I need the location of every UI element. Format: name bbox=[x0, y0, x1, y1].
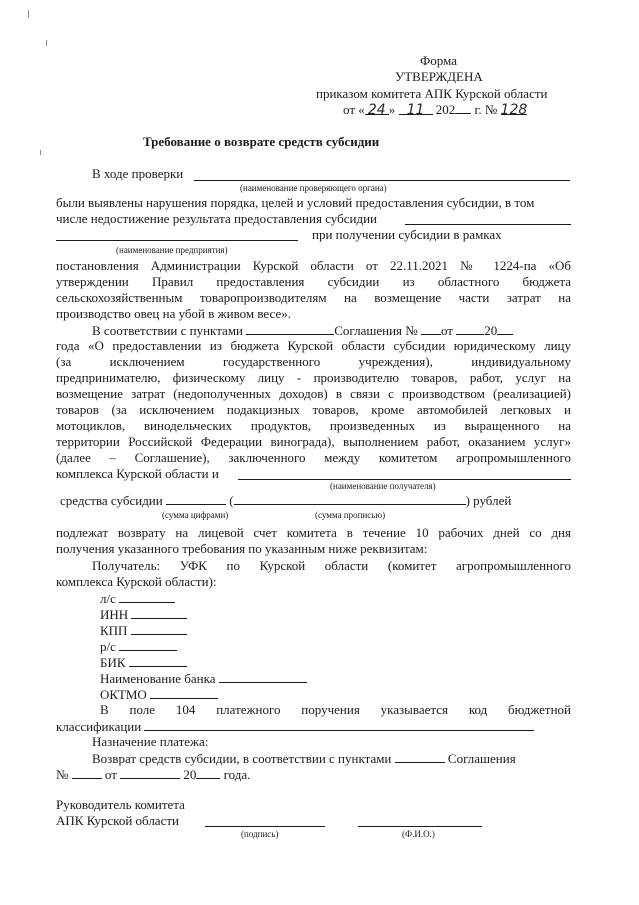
caption-amount-digits: (сумма цифрами) bbox=[162, 510, 229, 520]
funds-text: средства субсидии bbox=[60, 493, 163, 508]
header-number-field bbox=[500, 102, 528, 118]
header-day-field bbox=[365, 102, 389, 118]
agreement-no-blank bbox=[421, 322, 441, 335]
agreement-year-prefix: 20 bbox=[484, 323, 498, 338]
agreement-points-text: В соответствии с пунктами bbox=[92, 323, 243, 338]
amount-open-paren: ( bbox=[229, 493, 234, 508]
requisite-inn-label: ИНН bbox=[100, 607, 129, 622]
agreement-date-blank bbox=[456, 322, 484, 335]
amount-digits-blank bbox=[166, 492, 226, 505]
refund-date-blank bbox=[120, 766, 180, 779]
inspecting-organ-line bbox=[194, 180, 570, 181]
header-month: 11 bbox=[406, 102, 425, 118]
inspection-lead: В ходе проверки bbox=[92, 166, 184, 181]
scan-margin-mark bbox=[46, 40, 47, 46]
classification-label: классификации bbox=[56, 719, 142, 734]
caption-fio: (Ф.И.О.) bbox=[402, 829, 435, 839]
requisite-bank-label: Наименование банка bbox=[100, 671, 216, 686]
caption-recipient: (наименование получателя) bbox=[330, 481, 436, 491]
refund-line-1: подлежат возврату на лицевой счет комитета в течение 10 рабочих дней со дня bbox=[56, 525, 571, 540]
header-from: от « bbox=[343, 102, 365, 117]
requisite-bank-blank bbox=[219, 670, 307, 683]
agreement-line-8: (далее – Соглашение), заключенного между комитетом агропромышленного bbox=[56, 450, 571, 465]
recipient-name-blank bbox=[238, 479, 571, 480]
agreement-no-text: Соглашения № bbox=[334, 323, 418, 338]
underachievement-line: числе недостижение результата предоставления субсидии bbox=[56, 211, 378, 226]
refund-from-label: от bbox=[104, 767, 117, 782]
header-forma: Форма bbox=[420, 53, 457, 68]
refund-points-blank bbox=[395, 750, 445, 763]
header-order: приказом комитета АПК Курской области bbox=[316, 86, 548, 101]
header-day: 24 bbox=[367, 102, 386, 118]
requisite-oktmo-label: ОКТМО bbox=[100, 687, 147, 702]
requisite-kpp-label: КПП bbox=[100, 623, 128, 638]
agreement-line-5: товаров (за исключением подакцизных товаров, кроме автомобилей легковых и bbox=[56, 402, 571, 417]
refund-points-text: Возврат средств субсидии, в соответствии с пунктами bbox=[92, 751, 392, 766]
requisite-rs-label: р/с bbox=[100, 639, 116, 654]
agreement-line-2: (за исключением государственного учреждения), индивидуальному bbox=[56, 354, 571, 369]
requisite-bik-blank bbox=[129, 654, 187, 667]
refund-number-line bbox=[56, 766, 250, 783]
agreement-line-3: предпринимателю, физическому лицу - производителю товаров, работ, услуг на bbox=[56, 370, 571, 385]
requisite-ls-blank bbox=[119, 590, 175, 603]
agreement-line-6: мотоциклов, винодельческих продуктов, произведенных из выращенного на bbox=[56, 418, 571, 433]
refund-no-label: № bbox=[56, 767, 69, 782]
resolution-line-1: постановления Администрации Курской области от 22.11.2021 № 1224-па «Об bbox=[56, 258, 571, 273]
refund-year-label: года. bbox=[223, 767, 251, 782]
requisite-bik-label: БИК bbox=[100, 655, 126, 670]
requisite-inn-blank bbox=[131, 606, 187, 619]
requisite-ls-label: л/с bbox=[100, 591, 116, 606]
underachievement-blank bbox=[405, 224, 571, 225]
refund-year-blank bbox=[196, 766, 220, 779]
header-quote-close: » bbox=[388, 102, 396, 117]
requisite-kpp bbox=[100, 622, 187, 639]
requisite-kpp-blank bbox=[131, 622, 187, 635]
refund-points-line bbox=[92, 750, 516, 767]
page-title: Требование о возврате средств субсидии bbox=[143, 134, 380, 149]
agreement-from-text: от bbox=[440, 323, 453, 338]
signature-title-2: АПК Курской области bbox=[56, 813, 179, 828]
agreement-line-4: возмещение затрат (недополученных доходов) в связи с производством (реализацией) bbox=[56, 386, 571, 401]
classification-blank bbox=[144, 718, 534, 731]
violations-line: были выявлены нарушения порядка, целей и условий предоставления субсидии, в том bbox=[56, 195, 535, 210]
signature-blank bbox=[205, 826, 325, 827]
signature-title-1: Руководитель комитета bbox=[56, 797, 185, 812]
receiving-subsidy-text: при получении субсидии в рамках bbox=[312, 227, 502, 242]
amount-words-blank bbox=[234, 492, 466, 505]
field-104-line: В поле 104 платежного поручения указывается код бюджетной bbox=[100, 702, 571, 717]
caption-enterprise: (наименование предприятия) bbox=[116, 245, 228, 255]
resolution-line-4: производство овец на убой в живом весе». bbox=[56, 306, 291, 321]
requisite-oktmo bbox=[100, 686, 218, 703]
payment-purpose-label: Назначение платежа: bbox=[92, 734, 209, 749]
requisite-oktmo-blank bbox=[150, 686, 218, 699]
header-no: г. № bbox=[474, 102, 498, 117]
header-year-prefix: 202 bbox=[435, 102, 456, 117]
header-number: 128 bbox=[500, 102, 528, 118]
resolution-line-3: сельскохозяйственным товаропроизводителям на возмещение части затрат на bbox=[56, 290, 571, 305]
requisite-bik bbox=[100, 654, 187, 671]
fio-blank bbox=[358, 826, 482, 827]
header-date-line bbox=[343, 101, 527, 118]
requisite-rs-blank bbox=[119, 638, 177, 651]
agreement-line-9: комплекса Курской области и bbox=[56, 466, 219, 481]
requisite-inn bbox=[100, 606, 187, 623]
header-month-field bbox=[399, 102, 433, 118]
recipient-line-1: Получатель: УФК по Курской области (комитет агропромышленного bbox=[92, 558, 571, 573]
agreement-points-blank bbox=[246, 322, 334, 335]
enterprise-blank bbox=[56, 240, 298, 241]
rubles-text: ) рублей bbox=[465, 493, 512, 508]
header-year-field bbox=[455, 101, 471, 114]
recipient-line-2: комплекса Курской области): bbox=[56, 574, 217, 589]
caption-amount-words: (сумма прописью) bbox=[315, 510, 386, 520]
scan-margin-mark bbox=[40, 150, 41, 155]
requisite-ls bbox=[100, 590, 175, 607]
agreement-points-line bbox=[92, 322, 513, 339]
funds-line bbox=[60, 492, 511, 509]
refund-agreement-text: Соглашения bbox=[447, 751, 516, 766]
agreement-line-1: года «О предоставлении из бюджета Курской области субсидии юридическому лицу bbox=[56, 338, 571, 353]
refund-line-2: получения указанного требования по указанным ниже реквизитам: bbox=[56, 541, 428, 556]
classification-line bbox=[56, 718, 534, 735]
scan-margin-mark bbox=[28, 10, 29, 18]
requisite-bank bbox=[100, 670, 307, 687]
agreement-year-blank bbox=[497, 322, 513, 335]
agreement-line-7: территории Российской Федерации винограда), выполнением работ, оказанием услуг» bbox=[56, 434, 571, 449]
caption-inspecting-organ: (наименование проверяющего органа) bbox=[240, 183, 387, 193]
refund-year-prefix: 20 bbox=[183, 767, 197, 782]
header-approved: УТВЕРЖДЕНА bbox=[395, 69, 483, 84]
refund-no-blank bbox=[72, 766, 102, 779]
requisite-rs bbox=[100, 638, 177, 655]
caption-signature: (подпись) bbox=[241, 829, 279, 839]
resolution-line-2: утверждении Правил предоставления субсидии из областного бюджета bbox=[56, 274, 571, 289]
